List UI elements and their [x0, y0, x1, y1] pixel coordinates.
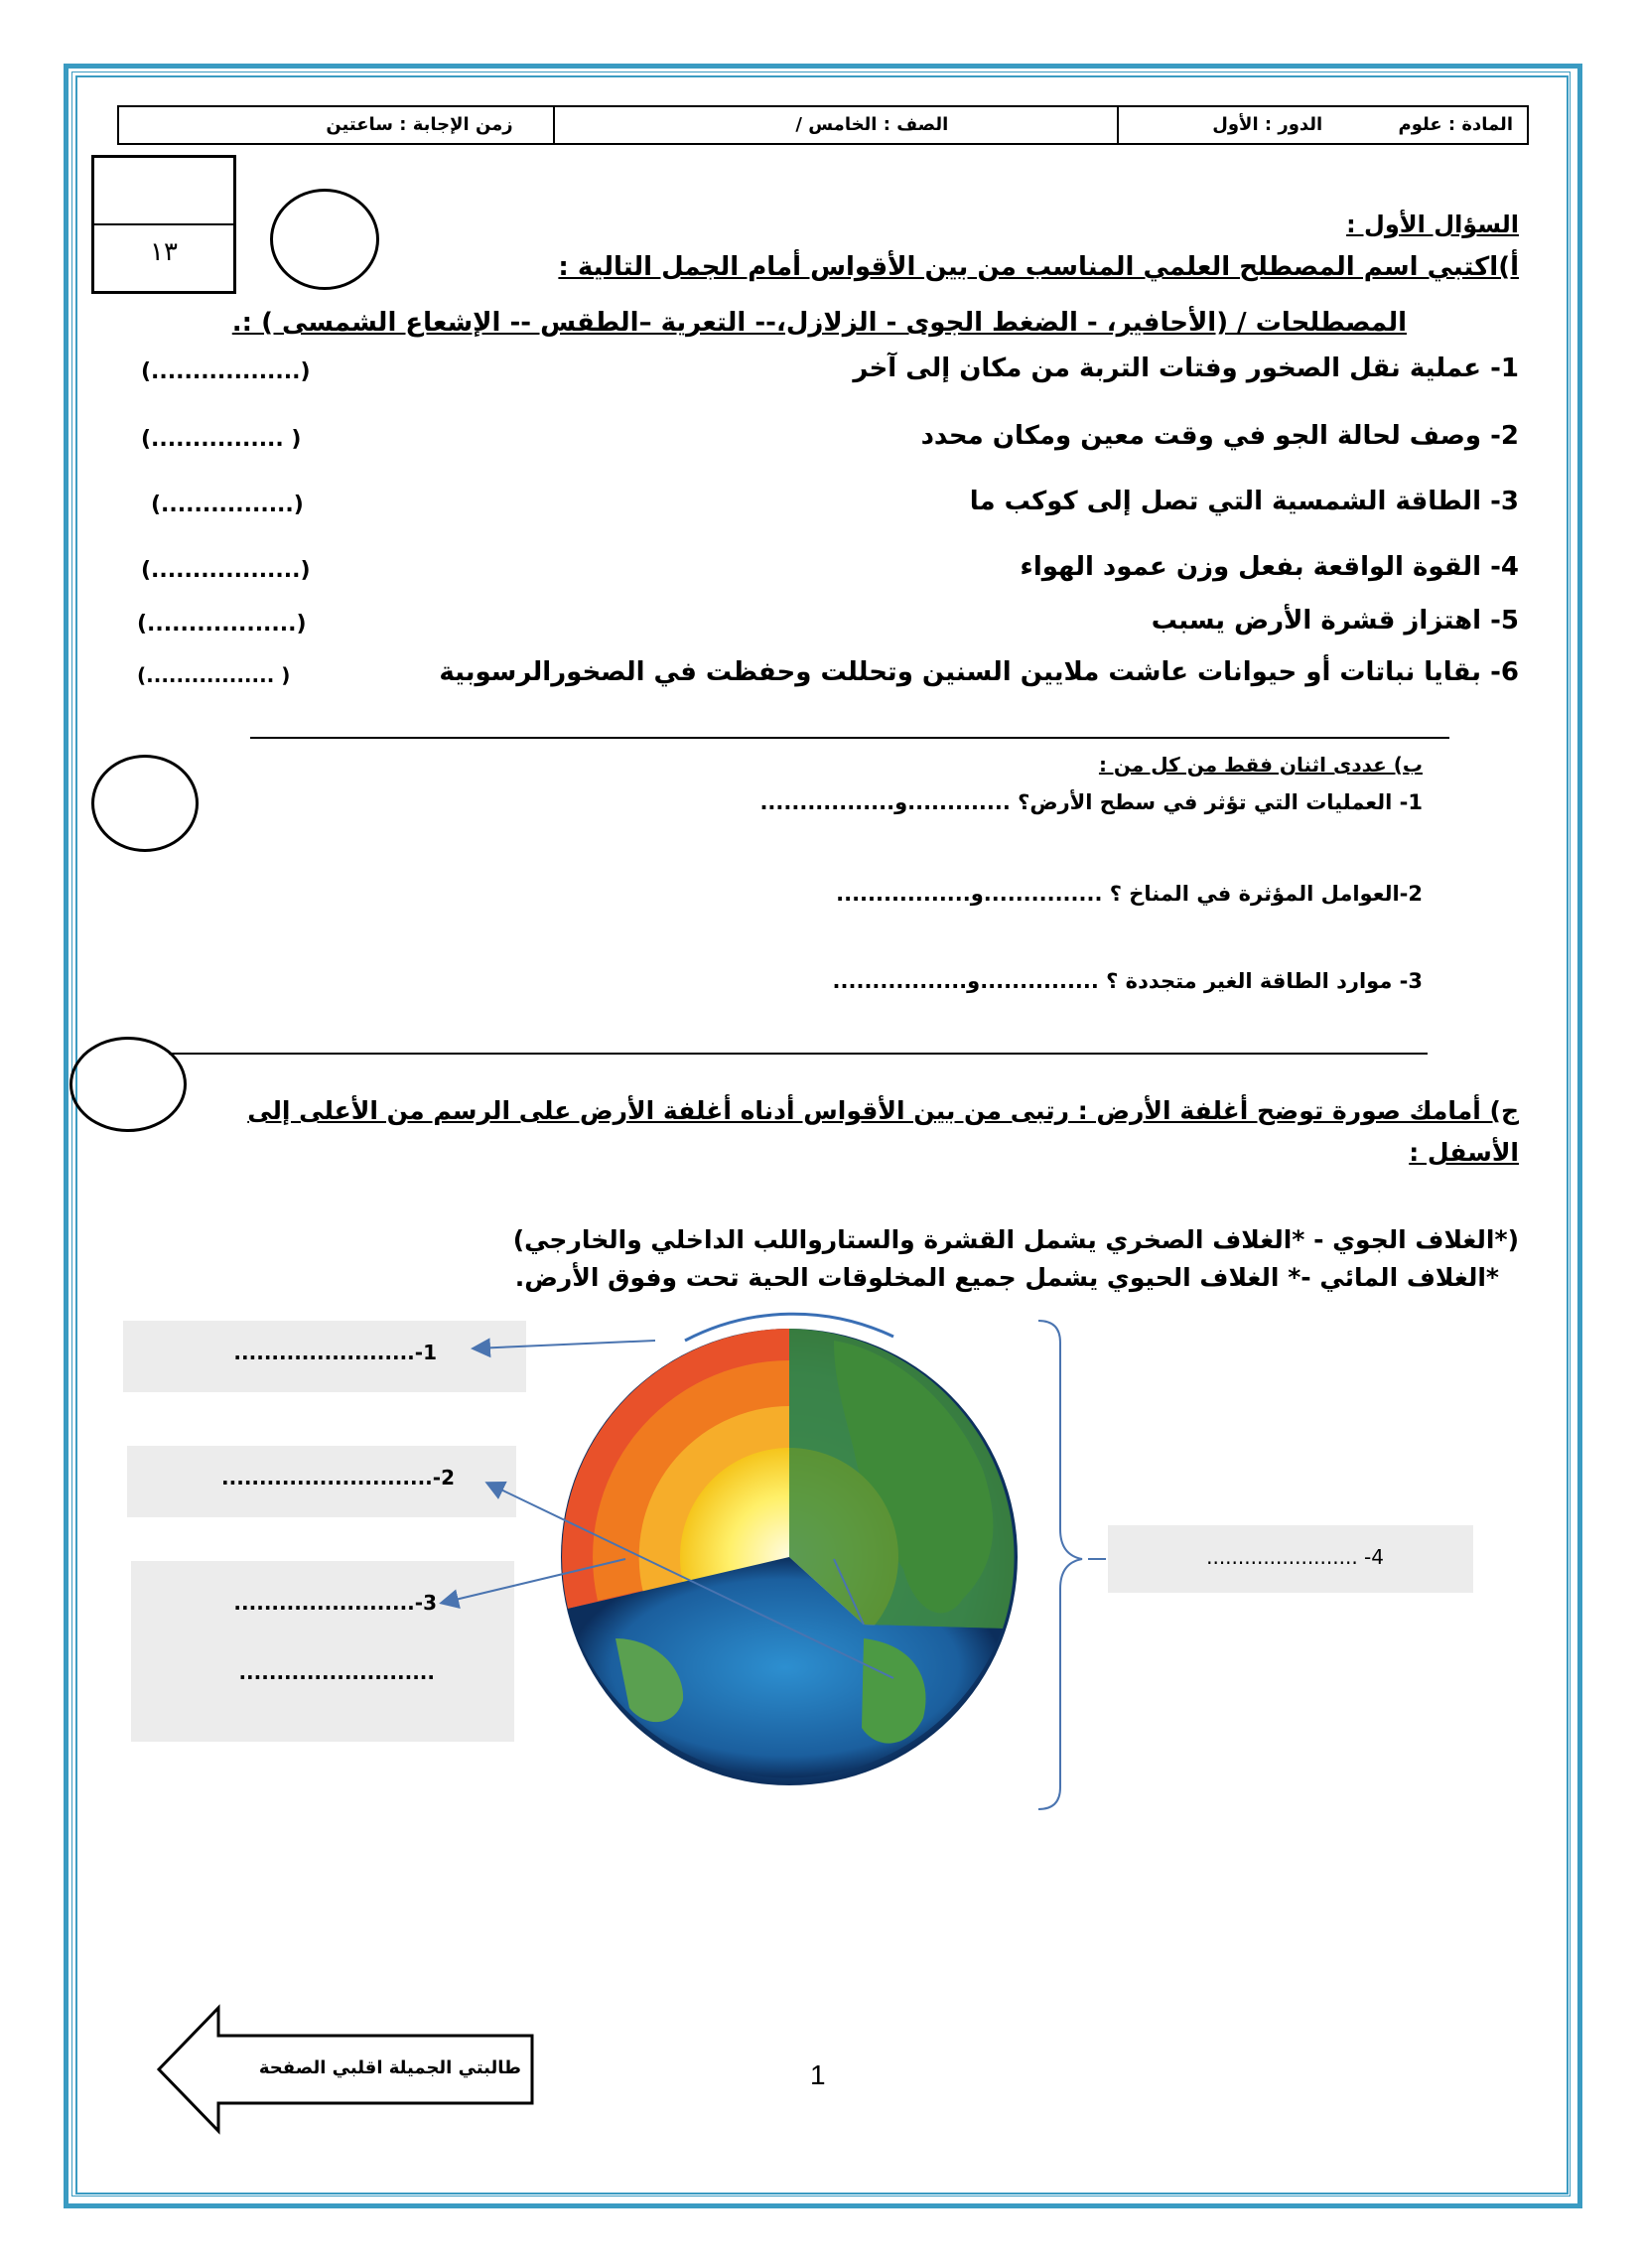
header-duration: زمن الإجابة : ساعتين — [326, 114, 513, 135]
question-item: 4- القوة الواقعة بفعل وزن عمود الهواء — [1020, 552, 1519, 582]
header-grade: الصف : الخامس / — [553, 107, 1118, 143]
terms-list: المصطلحات / (الأحافير، - الضغط الجوى - الزلازل،-- التعرية –الطقس -- الإشعاع الشمسى ) :. — [231, 308, 1407, 338]
answer-blank[interactable]: (..................) — [141, 359, 311, 384]
question-item: 2- وصف لحالة الجو في وقت معين ومكان محدد — [920, 421, 1519, 451]
score-total: ١٣ — [150, 237, 178, 267]
answer-blank[interactable]: (..................) — [141, 558, 311, 583]
question-item: 1- عملية نقل الصخور وفتات التربة من مكان إلى آخر — [853, 354, 1519, 383]
count-item: 1- العمليات التي تؤثر في سطح الأرض؟ .............و................. — [759, 790, 1423, 814]
layer-label-2[interactable]: 2-............................ — [127, 1446, 516, 1517]
section1-instruction: أ)اكتبي اسم المصطلح العلمي المناسب من بين الأقواس أمام الجمل التالية : — [558, 252, 1519, 282]
count-item: 2-العوامل المؤثرة في المناخ ؟ ...............و................. — [836, 882, 1423, 906]
question-item: 5- اهتزاز قشرة الأرض يسبب — [1151, 606, 1519, 636]
answer-blank[interactable]: (................) — [151, 493, 304, 517]
page-number: 1 — [810, 2059, 826, 2090]
layer-options: (*الغلاف الجوي - *الغلاف الصخري يشمل القشرة والستارواللب الداخلي والخارجي) — [512, 1225, 1519, 1254]
layer-label-4[interactable]: 4- ........................ — [1108, 1525, 1473, 1593]
answer-blank[interactable]: (................ ) — [141, 427, 302, 452]
arrow-to-label-1 — [475, 1341, 655, 1348]
arrow-to-label-3 — [443, 1559, 625, 1603]
section-b-title: ب) عددى اثنان فقط من كل من : — [1098, 753, 1423, 777]
layer-label-3[interactable]: 3-........................ .......................... — [131, 1561, 514, 1742]
header-subject: المادة : علوم الدور : الأول — [1117, 107, 1527, 143]
arrow-to-label-2 — [488, 1484, 893, 1678]
section-c-title-cont: الأسفل : — [1409, 1138, 1519, 1167]
section-c-title: ج) أمامك صورة توضح أغلفة الأرض : رتبى من بين الأقواس أدناه أغلفة الأرض على الرسم من الأعلى إلى — [247, 1096, 1519, 1125]
answer-blank[interactable]: (................. ) — [137, 663, 291, 687]
layer-options-cont: *الغلاف المائي -* الغلاف الحيوي يشمل جميع المخلوقات الحية تحت وفوق الأرض. — [514, 1263, 1499, 1292]
question-item: 3- الطاقة الشمسية التي تصل إلى كوكب ما — [969, 487, 1519, 516]
turn-page-text: طالبتي الجميلة اقلبي الصفحة — [258, 2057, 521, 2078]
bracket-brace — [1038, 1321, 1082, 1809]
question-item: 6- بقايا نباتات أو حيوانات عاشت ملايين السنين وتحللت وحفظت في الصخورالرسوبية — [439, 657, 1519, 687]
answer-blank[interactable]: (..................) — [137, 612, 307, 637]
count-item: 3- موارد الطاقة الغير متجددة ؟ ...............و................. — [832, 969, 1423, 993]
layer-label-1[interactable]: 1-........................ — [123, 1321, 526, 1392]
section1-title: السؤال الأول : — [1346, 211, 1519, 238]
